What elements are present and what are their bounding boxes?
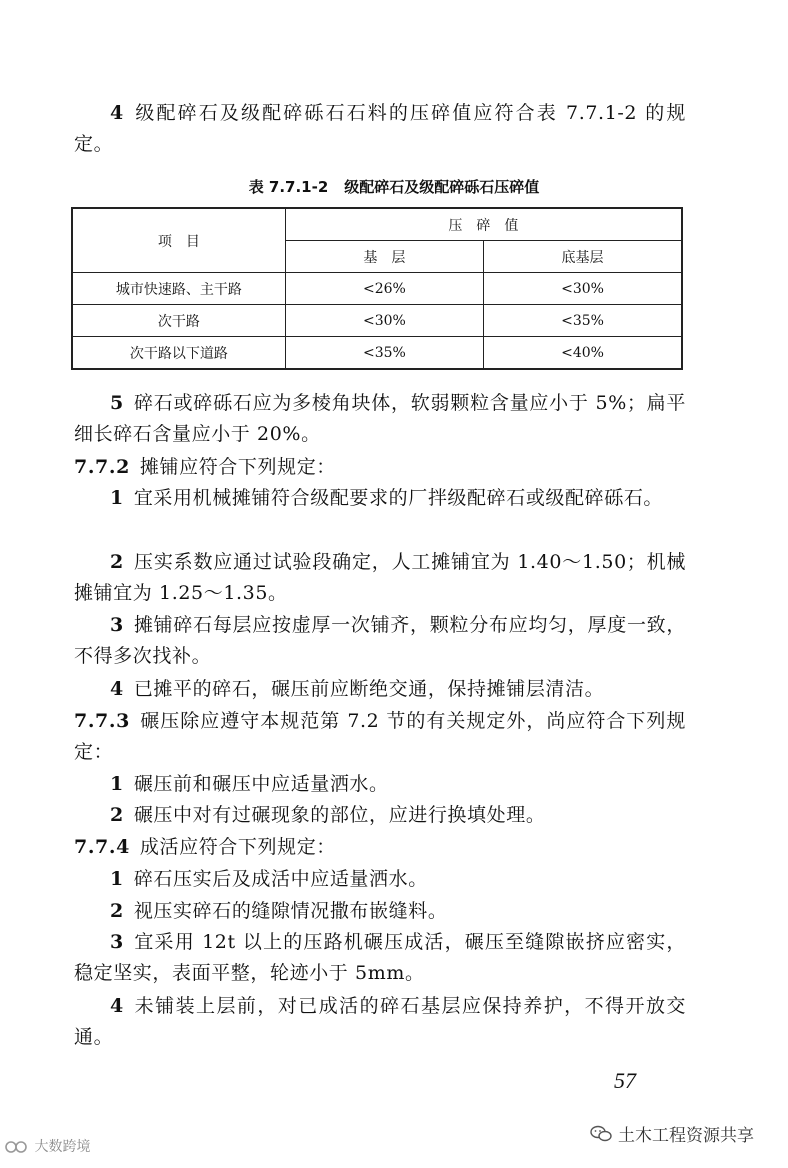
item-text: 碎石或碎砾石应为多棱角块体，软弱颗粒含量应小于 5%；扁平细长碎石含量应小于 20%。	[74, 392, 686, 445]
item-text: 级配碎石及级配碎砾石石料的压碎值应符合表 7.7.1-2 的规定。	[74, 102, 686, 155]
paragraph-item-4c	[74, 991, 686, 1053]
paragraph-item-1	[74, 483, 686, 514]
header-base: 基 层	[285, 241, 483, 273]
paragraph-item-5	[74, 388, 686, 450]
paragraph-item-2c	[74, 896, 686, 927]
chat-bubble-icon	[590, 1125, 612, 1143]
header-subbase: 底基层	[484, 241, 682, 273]
item-number: 1	[110, 773, 124, 795]
item-number: 4	[110, 102, 124, 124]
item-text: 已摊平的碎石，碾压前应断绝交通，保持摊铺层清洁。	[133, 678, 605, 700]
item-number: 5	[110, 392, 124, 414]
clause-7-7-4	[74, 832, 686, 863]
clause-7-7-3	[74, 706, 686, 768]
item-number: 1	[110, 487, 124, 509]
item-text: 压实系数应通过试验段确定，人工摊铺宜为 1.40～1.50；机械摊铺宜为 1.25～1.35。	[74, 551, 686, 604]
header-crush-value: 压 碎 值	[285, 208, 682, 241]
watermark-right	[590, 1121, 754, 1146]
page-number: 57	[614, 1068, 636, 1093]
cell-item: 次干路以下道路	[72, 337, 285, 370]
item-number: 3	[110, 614, 124, 636]
item-text: 视压实碎石的缝隙情况撒布嵌缝料。	[133, 900, 448, 922]
clause-number: 7.7.2	[74, 456, 130, 478]
clause-text: 碾压除应遵守本规范第 7.2 节的有关规定外，尚应符合下列规定：	[74, 710, 686, 763]
item-number: 1	[110, 868, 124, 890]
item-text: 宜采用机械摊铺符合级配要求的厂拌级配碎石或级配碎砾石。	[133, 487, 664, 509]
table-row	[72, 337, 682, 370]
table-row	[72, 273, 682, 305]
item-text: 未铺装上层前，对已成活的碎石基层应保持养护，不得开放交通。	[74, 995, 686, 1048]
cell-base: <35%	[285, 337, 483, 370]
watermark-left	[4, 1136, 90, 1156]
clause-text: 成活应符合下列规定：	[139, 836, 336, 858]
item-text: 碾压前和碾压中应适量洒水。	[133, 773, 389, 795]
paragraph-item-3	[74, 610, 686, 672]
item-number: 4	[110, 678, 124, 700]
table-row	[72, 305, 682, 337]
item-number: 3	[110, 931, 124, 953]
item-number: 2	[110, 551, 124, 573]
logo-icon	[4, 1139, 34, 1155]
header-item: 项 目	[72, 208, 285, 273]
clause-text: 摊铺应符合下列规定：	[139, 456, 336, 478]
paragraph-item-2b	[74, 800, 686, 831]
watermark-left-text: 大数跨境	[34, 1139, 91, 1155]
item-text: 宜采用 12t 以上的压路机碾压成活，碾压至缝隙嵌挤应密实，稳定坚实，表面平整，轮迹小于 5mm。	[74, 931, 686, 984]
cell-item: 城市快速路、主干路	[72, 273, 285, 305]
item-text: 碾压中对有过碾现象的部位，应进行换填处理。	[133, 804, 546, 826]
clause-7-7-2	[74, 452, 686, 483]
paragraph-item-4	[74, 98, 686, 160]
crush-value-table	[71, 207, 683, 370]
item-number: 2	[110, 804, 124, 826]
cell-item: 次干路	[72, 305, 285, 337]
table-caption-number: 表 7.7.1-2	[248, 178, 329, 196]
table-header-row	[72, 208, 682, 241]
paragraph-item-4b	[74, 674, 686, 705]
item-number: 4	[110, 995, 124, 1017]
table-caption	[0, 176, 788, 197]
item-text: 摊铺碎石每层应按虚厚一次铺齐，颗粒分布应均匀，厚度一致，不得多次找补。	[74, 614, 686, 667]
item-text: 碎石压实后及成活中应适量洒水。	[133, 868, 428, 890]
cell-base: <30%	[285, 305, 483, 337]
paragraph-item-3c	[74, 927, 686, 989]
paragraph-item-2	[74, 547, 686, 609]
clause-number: 7.7.3	[74, 710, 130, 732]
cell-subbase: <40%	[484, 337, 682, 370]
cell-subbase: <35%	[484, 305, 682, 337]
item-number: 2	[110, 900, 124, 922]
cell-base: <26%	[285, 273, 483, 305]
paragraph-item-1b	[74, 769, 686, 800]
table-caption-title: 级配碎石及级配碎砾石压碎值	[344, 178, 540, 196]
watermark-right-text: 土木工程资源共享	[618, 1126, 754, 1146]
clause-number: 7.7.4	[74, 836, 130, 858]
cell-subbase: <30%	[484, 273, 682, 305]
paragraph-item-1c	[74, 864, 686, 895]
